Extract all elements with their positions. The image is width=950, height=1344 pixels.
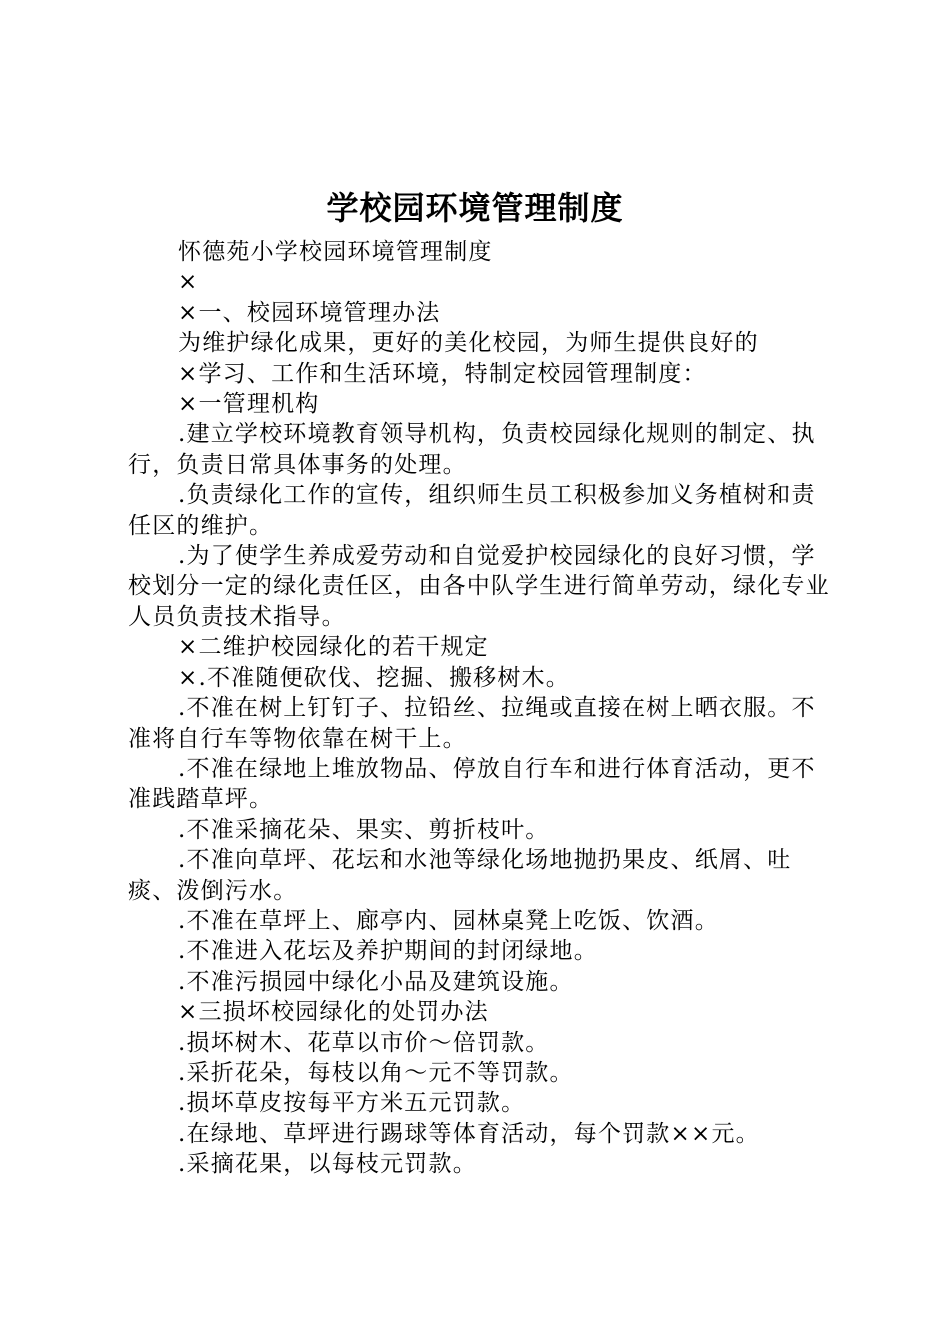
list-item: .不准进入花坛及养护期间的封闭绿地。 [178, 938, 598, 965]
list-item: .不准在草坪上、廊亭内、园林桌凳上吃饭、饮酒。 [178, 907, 719, 934]
list-item: .负责绿化工作的宣传，组织师生员工积极参加义务植树和责任区的维护。 [128, 482, 816, 539]
subsection-heading-penalties: ×三损坏校园绿化的处罚办法 [178, 999, 489, 1026]
section-heading-1: ×一、校园环境管理办法 [178, 299, 441, 326]
paragraph-school-name: 怀德苑小学校园环境管理制度 [178, 239, 493, 265]
document-title: 学校园环境管理制度 [326, 189, 624, 227]
list-item: ×.不准随便砍伐、挖掘、搬移树木。 [178, 664, 570, 691]
list-item: .不准采摘花朵、果实、剪折枝叶。 [178, 816, 550, 843]
document-body [128, 237, 833, 1180]
subsection-heading-organization: ×一管理机构 [178, 391, 320, 418]
subsection-heading-regulations: ×二维护校园绿化的若干规定 [178, 634, 489, 661]
list-item: .为了使学生养成爱劳动和自觉爱护校园绿化的良好习惯，学校划分一定的绿化责任区，由各中队学生进行简单劳动，绿化专业人员负责技术指导。 [128, 543, 830, 630]
paragraph-intro-continued: ×学习、工作和生活环境，特制定校园管理制度： [178, 360, 707, 387]
list-item: .不准在绿地上堆放物品、停放自行车和进行体育活动，更不准践踏草坪。 [128, 755, 816, 813]
list-item: .采折花朵，每枝以角～元不等罚款。 [178, 1059, 574, 1086]
list-item: .在绿地、草坪进行踢球等体育活动，每个罚款××元。 [178, 1120, 760, 1147]
list-item: .不准向草坪、花坛和水池等绿化场地抛扔果皮、纸屑、吐痰、泼倒污水。 [128, 847, 792, 904]
list-item: .损坏草皮按每平方米五元罚款。 [178, 1090, 526, 1117]
paragraph-mark: × [178, 269, 199, 296]
paragraph-intro: 为维护绿化成果，更好的美化校园，为师生提供良好的 [178, 330, 759, 357]
list-item: .损坏树木、花草以市价～倍罚款。 [178, 1029, 550, 1056]
list-item: .采摘花果，以每枝元罚款。 [178, 1151, 477, 1178]
list-item: .不准在树上钉钉子、拉铅丝、拉绳或直接在树上晒衣服。不准将自行车等物依靠在树干上。 [128, 695, 816, 752]
list-item: .不准污损园中绿化小品及建筑设施。 [178, 968, 574, 995]
list-item: .建立学校环境教育领导机构，负责校园绿化规则的制定、执行，负责日常具体事务的处理。 [128, 421, 816, 478]
